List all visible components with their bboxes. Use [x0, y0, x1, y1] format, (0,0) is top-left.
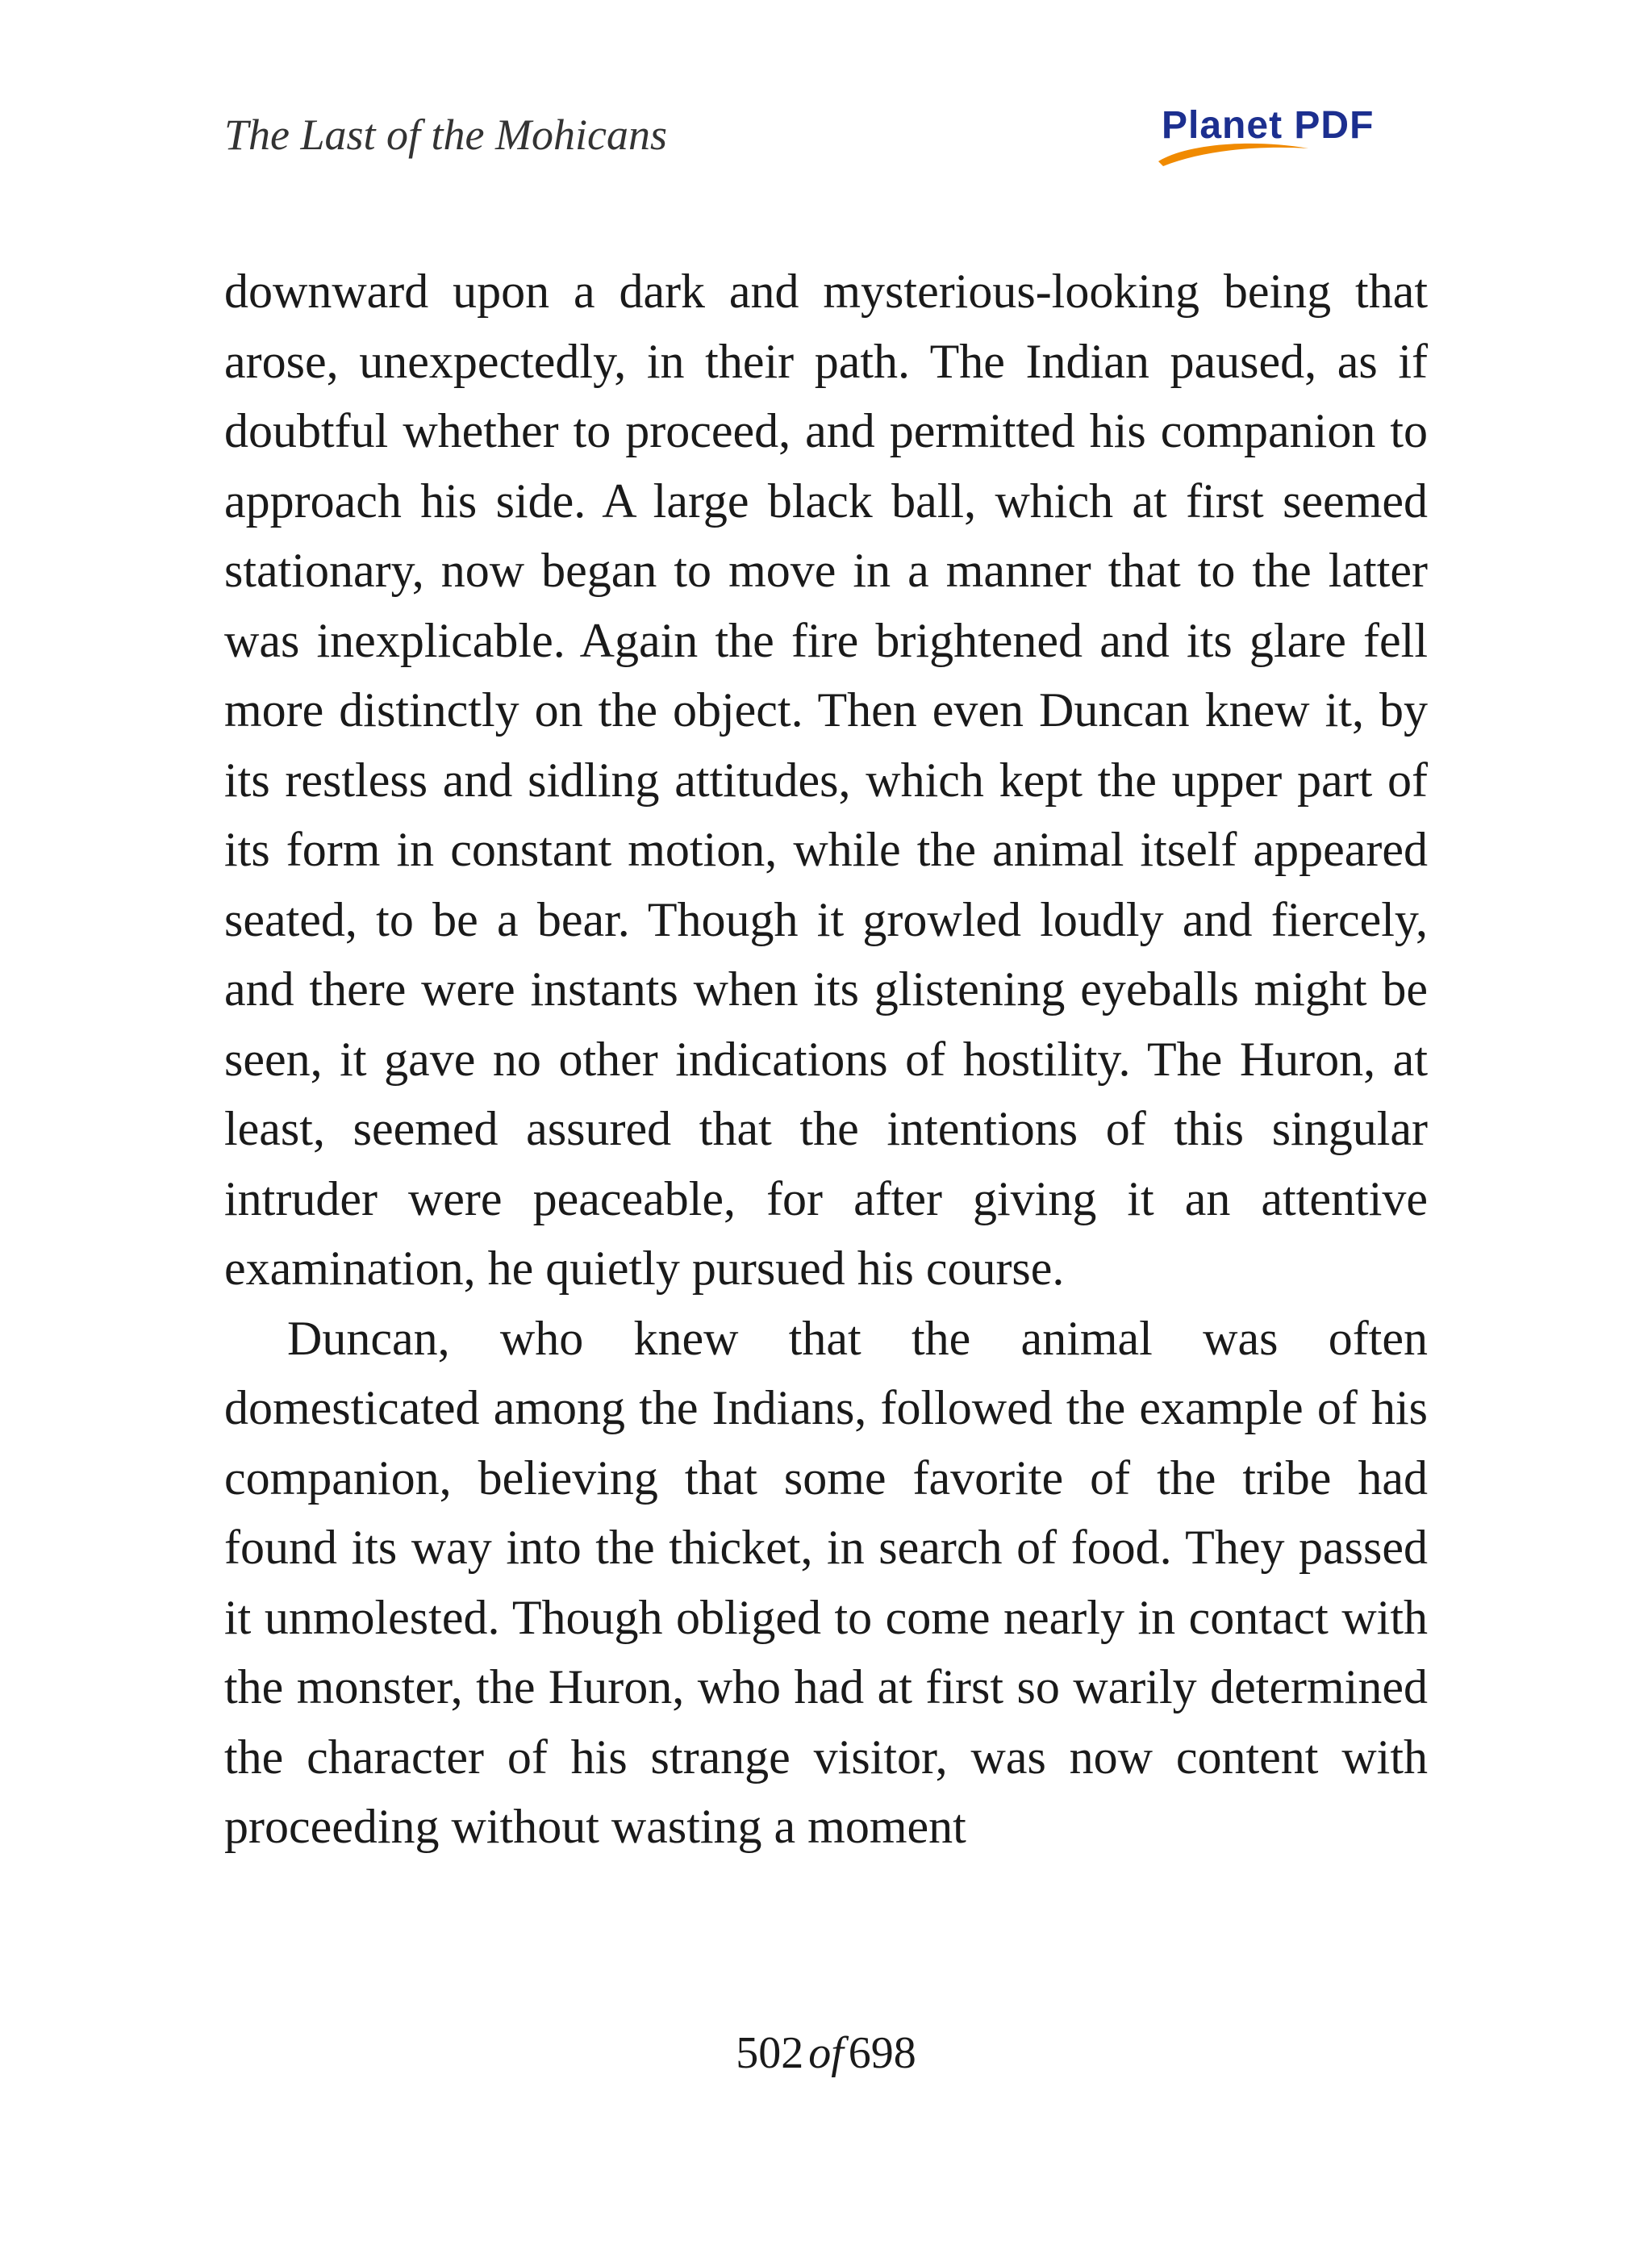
- paragraph: Duncan, who knew that the animal was often domesticated among the Indians, followed the example of his companion, believing that some favorite of the tribe had found its way into the thicket, in search of food. They passed it unmolested. Though obliged to come nearly in contact with the monster, the Huron, who had at first so warily determined the character of his strange visitor, was now content with proceeding without wasting a moment: [224, 1311, 1428, 1853]
- page-header: [224, 103, 1428, 184]
- current-page: 502: [736, 2028, 804, 2078]
- total-pages: 698: [848, 2028, 916, 2078]
- page-number: [0, 2027, 1652, 2079]
- planet-pdf-logo: [1155, 103, 1421, 168]
- main-text: [224, 257, 1428, 1862]
- of-label: of: [808, 2028, 844, 2078]
- logo-text: Planet PDF: [1162, 104, 1375, 147]
- paragraph: downward upon a dark and mysterious-looking being that arose, unexpectedly, in their path. The Indian paused, as if doubtful whether to proceed, and permitted his companion to approach his side. A large black ball, which at first seemed stationary, now began to move in a manner that to the latter was inexplicable. Again the fire brightened and its glare fell more distinctly on the object. Then even Duncan knew it, by its restless and sidling attitudes, which kept the upper part of its form in constant motion, while the animal itself appeared seated, to be a bear. Though it growled loudly and fiercely, and there were instants when its glistening eyeballs might be seen, it gave no other indications of hostility. The Huron, at least, seemed assured that the intentions of this singular intruder were peaceable, for after giving it an attentive examination, he quietly pursued his course.: [224, 265, 1428, 1295]
- book-title: The Last of the Mohicans: [224, 111, 667, 159]
